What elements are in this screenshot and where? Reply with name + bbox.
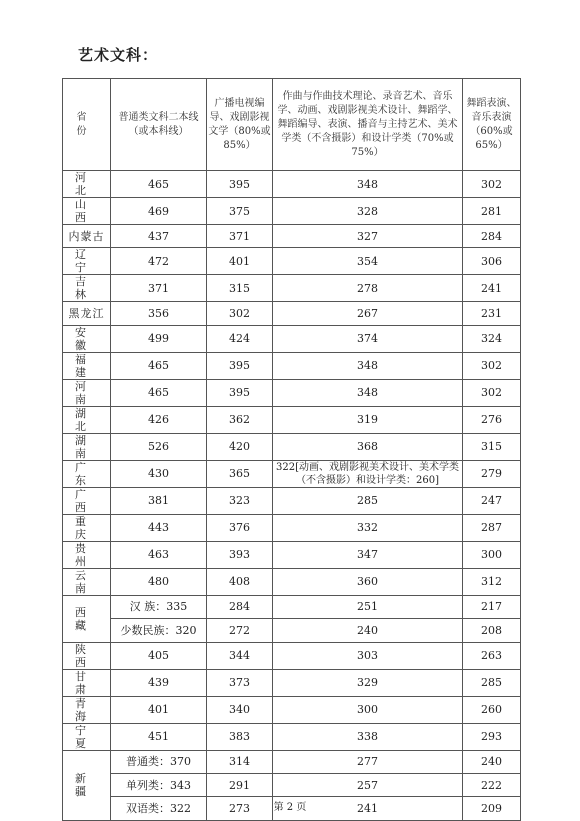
table-cell: 240	[273, 619, 463, 642]
table-cell: 贵 州	[63, 541, 111, 568]
table-cell: 329	[273, 669, 463, 696]
table-cell: 302	[207, 302, 273, 325]
table-cell: 陕 西	[63, 642, 111, 669]
page-number: 第 2 页	[273, 802, 307, 813]
table-cell: 405	[111, 642, 207, 669]
table-cell: 360	[273, 568, 463, 595]
table-row	[63, 723, 521, 750]
table-cell: 辽 宁	[63, 248, 111, 275]
table-row	[63, 171, 521, 198]
table-cell: 279	[463, 460, 521, 487]
table-row	[63, 325, 521, 352]
table-cell: 300	[273, 696, 463, 723]
table-row	[63, 568, 521, 595]
table-row	[63, 433, 521, 460]
table-cell: 247	[463, 487, 521, 514]
table-cell: 376	[207, 514, 273, 541]
table-cell: 福 建	[63, 352, 111, 379]
table-cell: 426	[111, 406, 207, 433]
table-cell: 安 徽	[63, 325, 111, 352]
table-cell: 257	[273, 773, 463, 796]
table-cell: 287	[463, 514, 521, 541]
table-cell: 408	[207, 568, 273, 595]
table-cell: 少数民族：320	[111, 619, 207, 642]
table-cell: 323	[207, 487, 273, 514]
header-province: 省 份	[63, 79, 111, 171]
table-cell: 吉 林	[63, 275, 111, 302]
table-cell: 465	[111, 379, 207, 406]
table-cell: 西 藏	[63, 595, 111, 642]
table-cell: 338	[273, 723, 463, 750]
table-cell: 395	[207, 379, 273, 406]
table-cell: 499	[111, 325, 207, 352]
table-cell: 208	[463, 619, 521, 642]
table-cell: 云 南	[63, 568, 111, 595]
table-cell: 277	[273, 750, 463, 773]
table-cell: 371	[207, 225, 273, 248]
table-cell: 293	[463, 723, 521, 750]
table-cell: 424	[207, 325, 273, 352]
table-cell: 437	[111, 225, 207, 248]
table-cell: 347	[273, 541, 463, 568]
table-cell: 365	[207, 460, 273, 487]
table-cell: 河 南	[63, 379, 111, 406]
table-cell: 青 海	[63, 696, 111, 723]
table-row	[63, 669, 521, 696]
table-cell: 381	[111, 487, 207, 514]
table-row	[63, 302, 521, 325]
table-cell: 302	[463, 352, 521, 379]
table-cell: 312	[463, 568, 521, 595]
table-cell: 314	[207, 750, 273, 773]
table-cell: 472	[111, 248, 207, 275]
table-cell: 双语类：322	[111, 797, 207, 820]
table-cell: 315	[207, 275, 273, 302]
table-cell: 443	[111, 514, 207, 541]
table-cell: 383	[207, 723, 273, 750]
table-row	[63, 541, 521, 568]
table-cell: 322[动画、戏剧影视美术设计、美术学类（不含摄影）和设计学类：260]	[273, 460, 463, 487]
table-cell: 267	[273, 302, 463, 325]
table-row	[63, 487, 521, 514]
table-cell: 湖 南	[63, 433, 111, 460]
table-cell: 439	[111, 669, 207, 696]
table-row	[63, 460, 521, 487]
table-row	[63, 406, 521, 433]
table-cell: 285	[463, 669, 521, 696]
table-cell: 315	[463, 433, 521, 460]
table-cell: 420	[207, 433, 273, 460]
table-cell: 371	[111, 275, 207, 302]
table-cell: 广 东	[63, 460, 111, 487]
header-dance: 舞蹈表演、音乐表演（60%或65%）	[463, 79, 521, 171]
table-cell: 新 疆	[63, 750, 111, 820]
table-cell: 209	[463, 797, 521, 820]
table-cell: 375	[207, 198, 273, 225]
table-cell: 河 北	[63, 171, 111, 198]
table-cell: 281	[463, 198, 521, 225]
table-cell: 332	[273, 514, 463, 541]
table-cell: 324	[463, 325, 521, 352]
table-cell: 354	[273, 248, 463, 275]
table-cell: 469	[111, 198, 207, 225]
table-cell: 217	[463, 595, 521, 618]
table-cell: 276	[463, 406, 521, 433]
table-cell: 263	[463, 642, 521, 669]
score-table	[62, 78, 521, 821]
table-row	[63, 248, 521, 275]
table-cell: 374	[273, 325, 463, 352]
table-row	[63, 198, 521, 225]
table-cell: 广 西	[63, 487, 111, 514]
table-cell: 272	[207, 619, 273, 642]
header-general: 普通类文科二本线（或本科线）	[111, 79, 207, 171]
table-cell: 344	[207, 642, 273, 669]
table-cell: 306	[463, 248, 521, 275]
table-cell: 368	[273, 433, 463, 460]
table-cell: 401	[207, 248, 273, 275]
table-row	[63, 225, 521, 248]
table-row	[63, 275, 521, 302]
table-cell: 328	[273, 198, 463, 225]
table-cell: 231	[463, 302, 521, 325]
table-cell: 302	[463, 379, 521, 406]
table-cell: 451	[111, 723, 207, 750]
table-cell: 356	[111, 302, 207, 325]
table-cell: 348	[273, 352, 463, 379]
table-row	[63, 352, 521, 379]
header-composition: 作曲与作曲技术理论、录音艺术、音乐学、动画、戏剧影视美术设计、舞蹈学、舞蹈编导、表演、播音与主持艺术、美术学类（不含摄影）和设计学类（70%或75%）	[273, 79, 463, 171]
table-cell: 278	[273, 275, 463, 302]
table-cell: 内蒙古	[63, 225, 111, 248]
page-title: 艺术文科：	[78, 46, 159, 64]
table-cell: 340	[207, 696, 273, 723]
table-row	[63, 696, 521, 723]
table-cell: 单列类：343	[111, 773, 207, 796]
table-cell: 348	[273, 171, 463, 198]
table-cell: 526	[111, 433, 207, 460]
table-cell: 348	[273, 379, 463, 406]
header-broadcast: 广播电视编导、戏剧影视文学（80%或85%）	[207, 79, 273, 171]
table-cell: 463	[111, 541, 207, 568]
table-cell: 汉 族：335	[111, 595, 207, 618]
table-cell: 327	[273, 225, 463, 248]
table-cell: 395	[207, 171, 273, 198]
table-cell: 300	[463, 541, 521, 568]
table-cell: 湖 北	[63, 406, 111, 433]
table-cell: 222	[463, 773, 521, 796]
table-cell: 480	[111, 568, 207, 595]
table-row	[63, 514, 521, 541]
table-row	[63, 379, 521, 406]
table-cell: 465	[111, 352, 207, 379]
table-row	[63, 642, 521, 669]
table-cell: 395	[207, 352, 273, 379]
table-row	[63, 773, 521, 796]
table-cell: 山 西	[63, 198, 111, 225]
table-row	[63, 750, 521, 773]
table-cell: 303	[273, 642, 463, 669]
table-cell: 260	[463, 696, 521, 723]
table-cell: 302	[463, 171, 521, 198]
table-cell: 319	[273, 406, 463, 433]
table-row	[63, 619, 521, 642]
table-cell: 430	[111, 460, 207, 487]
table-cell: 285	[273, 487, 463, 514]
table-header-row	[63, 79, 521, 171]
table-cell: 宁 夏	[63, 723, 111, 750]
table-cell: 241	[273, 797, 463, 820]
table-cell: 284	[463, 225, 521, 248]
table-body	[63, 171, 521, 821]
table-cell: 401	[111, 696, 207, 723]
table-cell: 362	[207, 406, 273, 433]
table-cell: 273	[207, 797, 273, 820]
table-cell: 291	[207, 773, 273, 796]
table-cell: 284	[207, 595, 273, 618]
table-cell: 465	[111, 171, 207, 198]
table-cell: 393	[207, 541, 273, 568]
table-cell: 373	[207, 669, 273, 696]
table-row	[63, 595, 521, 618]
table-cell: 重 庆	[63, 514, 111, 541]
table-cell: 251	[273, 595, 463, 618]
table-cell: 241	[463, 275, 521, 302]
table-cell: 普通类：370	[111, 750, 207, 773]
table-cell: 甘 肃	[63, 669, 111, 696]
table-cell: 黑龙江	[63, 302, 111, 325]
table-cell: 240	[463, 750, 521, 773]
